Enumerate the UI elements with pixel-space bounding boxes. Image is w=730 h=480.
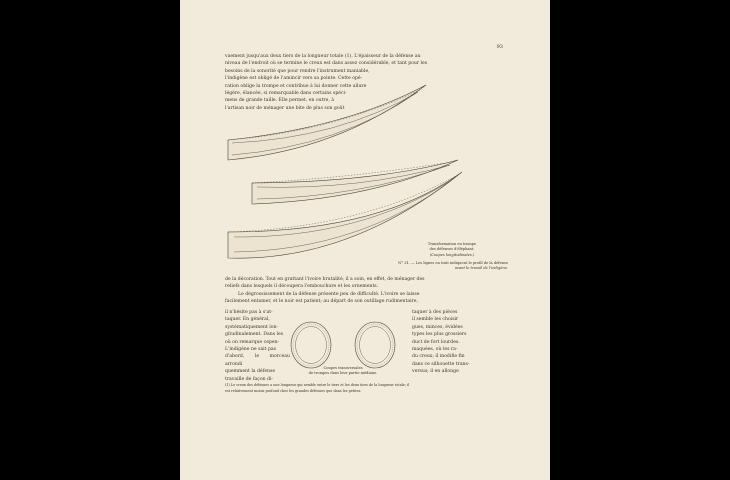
- legend-line-2: avant le travail de l'indigène.: [454, 266, 508, 271]
- cross-section-right: [355, 322, 395, 368]
- middle-text-block: [225, 276, 510, 306]
- tusk-drawing-1: [228, 85, 426, 160]
- legend-line: N° 31. — Les lignes en trait indiquent le profil de la défense: [398, 261, 508, 265]
- footnote-line-2: est relativement moins profond chez les grandes défenses que dans les petites.: [225, 388, 362, 393]
- text-line: maquées, où les ra-: [412, 347, 458, 353]
- text-line: quemment la défense: [225, 369, 276, 375]
- text-line: de la décoration. Tout en grattant l'ivoire brutalité, il a soin, en effet, de ménager des: [225, 277, 425, 282]
- text-line: ration oblige la trompe et contribue à lui donner cette allure: [225, 83, 367, 89]
- text-line: duct de fort lourdes.: [412, 339, 460, 345]
- text-line: systématiquement lon-: [225, 324, 278, 330]
- cross-caption-line-2: de trompes dans leur partie médiane.: [308, 371, 378, 376]
- text-line: versus; il en allonge: [412, 369, 459, 375]
- tusk-figure: [180, 0, 550, 480]
- text-line: légère, élancée, si remarquable dans certains spéci-: [225, 91, 347, 97]
- text-line: Le dégrossissement de la défense présente peu de difficulté. L'ivoire se laisse: [238, 291, 420, 297]
- cross-section-left: [291, 322, 331, 368]
- cross-caption-line: Coupes transversales: [323, 366, 363, 370]
- text-line: gues, minces, évidées: [412, 324, 463, 330]
- cross-section-caption: [290, 366, 396, 377]
- text-line: l'indigène est obligé de l'amincir vers sa pointe. Cette opé-: [225, 76, 363, 82]
- text-line: besoins de la sonorité que pour rendre l'instrument maniable,: [225, 68, 370, 74]
- left-column: [225, 309, 290, 383]
- text-line: d'abord, le morceau arrondi: [225, 354, 290, 367]
- caption-subtitle: (Coupes longitudinales.): [429, 252, 475, 257]
- text-line: il n'hésite pas à s'at-: [225, 310, 273, 315]
- right-column: [412, 309, 510, 376]
- text-line: types les plus grossiers: [412, 332, 467, 338]
- footnote-line: (1) Le creux des défenses a une longueur qui semble entre le tiers et les deux tiers de la longueur totale; il: [225, 383, 410, 387]
- text-line: taquer. En général,: [225, 317, 270, 323]
- text-line: du creux; il modifie fin: [412, 354, 465, 360]
- caption-title: Transformation en trompe: [427, 242, 477, 246]
- text-line: il semble les choisir: [412, 317, 459, 323]
- text-line: vaement jusqu'aux deux tiers de la longueur totale (1). L'épaisseur de la défense au: [225, 54, 421, 59]
- text-line: facilement entamer, et le noir est patient; au départ de son outillage rudimentaire,: [225, 299, 418, 305]
- text-line: où on remarque cepen-: [225, 339, 280, 345]
- text-line: gitudinalement. Dans les: [225, 332, 284, 338]
- text-line: dans ce silhouette trans-: [412, 361, 470, 367]
- text-line: mens de grande taille. Elle permet, en outre, à: [225, 98, 335, 104]
- text-line: L'indigène ne sait pas: [225, 347, 276, 353]
- figure-legend: [330, 261, 508, 272]
- book-page: [180, 0, 550, 480]
- caption-title-2: des défenses d'éléphant.: [429, 247, 475, 252]
- text-line: reliefs dans lesquels il découpera l'embouchure et les ornements.: [225, 284, 379, 290]
- text-line: niveau de l'endroit où se termine le creux est dans assez considérable, et tant pour les: [225, 61, 428, 67]
- footnote: [225, 383, 510, 394]
- text-line: l'artisan noir de ménager une bite de plus son goût: [225, 105, 345, 111]
- page-number: 93: [496, 44, 503, 50]
- figure-caption: [402, 242, 502, 258]
- text-line: travaille de façon di-: [225, 376, 273, 382]
- text-line: taquer à des pièces: [412, 310, 458, 315]
